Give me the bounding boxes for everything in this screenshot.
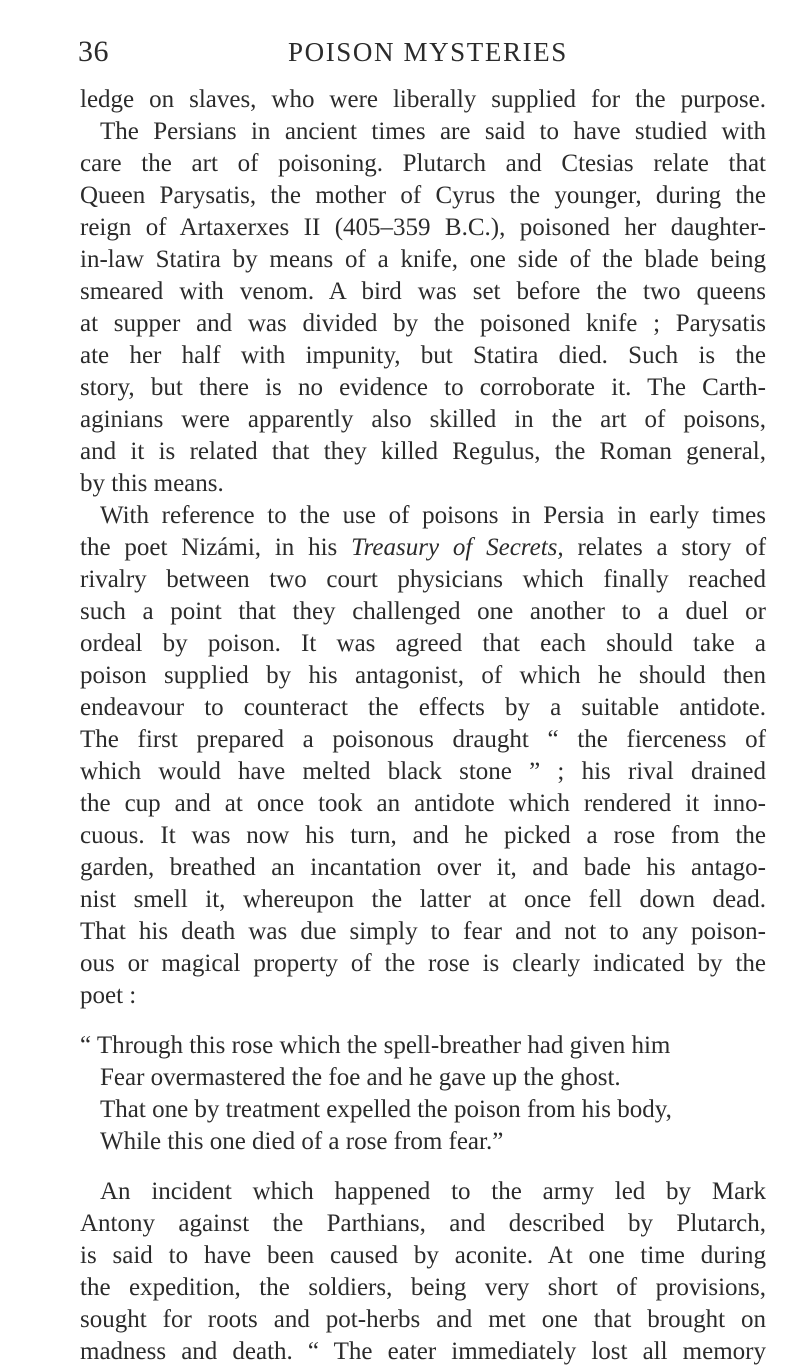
text-line: cuous. It was now his turn, and he picked a rose from the xyxy=(80,822,766,849)
text-line: The Persians in ancient times are said to have studied with xyxy=(100,118,766,145)
running-title: POISON MYSTERIES xyxy=(288,37,568,67)
text-line: Antony against the Parthians, and described by Plutarch, xyxy=(80,1210,766,1237)
book-title: Treasury of Secrets, xyxy=(351,534,564,561)
verse-line: Fear overmastered the foe and he gave up the ghost. xyxy=(100,1064,621,1091)
text-line: ordeal by poison. It was agreed that each should take a xyxy=(80,630,766,657)
paragraph-3 xyxy=(80,1176,766,1368)
text-line: care the art of poisoning. Plutarch and Ctesias relate that xyxy=(80,150,766,177)
text-line: rivalry between two court physicians which finally reached xyxy=(80,566,766,593)
text-line: by this means. xyxy=(80,470,224,497)
verse-line: While this one died of a rose from fear.” xyxy=(100,1128,504,1155)
text-line: at supper and was divided by the poisoned knife ; Parysatis xyxy=(80,310,766,337)
text-line: ledge on slaves, who were liberally supplied for the purpose. xyxy=(80,86,766,113)
text-line: reign of Artaxerxes II (405–359 B.C.), poisoned her daughter- xyxy=(80,214,766,241)
text-run: the poet Nizámi, in his xyxy=(80,534,352,561)
text-line: madness and death. “ The eater immediately lost all memory xyxy=(80,1338,766,1365)
verse-quotation xyxy=(80,1030,766,1158)
text-line: in-law Statira by means of a knife, one side of the blade being xyxy=(80,246,766,273)
text-run: relates a story of xyxy=(563,534,767,561)
verse-line: That one by treatment expelled the poison from his body, xyxy=(100,1096,672,1123)
text-line: With reference to the use of poisons in Persia in early times xyxy=(100,502,766,529)
text-line: Queen Parysatis, the mother of Cyrus the younger, during the xyxy=(80,182,766,209)
spacer xyxy=(80,1012,766,1030)
text-line: That his death was due simply to fear and not to any poison- xyxy=(80,918,766,945)
text-line: story, but there is no evidence to corroborate it. The Carth- xyxy=(80,374,766,401)
text-line: the cup and at once took an antidote which rendered it inno- xyxy=(80,790,766,817)
text-line: ous or magical property of the rose is clearly indicated by the xyxy=(80,950,766,977)
body-text xyxy=(80,84,766,1368)
paragraph-1 xyxy=(80,84,766,500)
spacer xyxy=(80,1158,766,1176)
text-line: ate her half with impunity, but Statira died. Such is the xyxy=(80,342,766,369)
text-line: poison supplied by his antagonist, of which he should then xyxy=(80,662,766,689)
text-line: the expedition, the soldiers, being very short of provisions, xyxy=(80,1274,766,1301)
text-line: endeavour to counteract the effects by a suitable antidote. xyxy=(80,694,766,721)
text-line: The first prepared a poisonous draught “ the fierceness of xyxy=(80,726,766,753)
running-head xyxy=(78,32,766,72)
text-line xyxy=(80,532,766,564)
text-line: An incident which happened to the army led by Mark xyxy=(100,1178,766,1205)
text-line: smeared with venom. A bird was set before the two queens xyxy=(80,278,766,305)
page-number: 36 xyxy=(78,35,109,68)
text-line: sought for roots and pot-herbs and met one that brought on xyxy=(80,1306,766,1333)
text-line: and it is related that they killed Regulus, the Roman general, xyxy=(80,438,766,465)
paragraph-2 xyxy=(80,500,766,1012)
text-line: nist smell it, whereupon the latter at once fell down dead. xyxy=(80,886,766,913)
verse-line: “ Through this rose which the spell-breather had given him xyxy=(80,1032,671,1059)
text-line: garden, breathed an incantation over it, and bade his antago- xyxy=(80,854,766,881)
text-line: is said to have been caused by aconite. At one time during xyxy=(80,1242,766,1269)
text-line: which would have melted black stone ” ; his rival drained xyxy=(80,758,766,785)
text-line: poet : xyxy=(80,982,137,1009)
text-line: such a point that they challenged one another to a duel or xyxy=(80,598,766,625)
text-line: aginians were apparently also skilled in the art of poisons, xyxy=(80,406,766,433)
